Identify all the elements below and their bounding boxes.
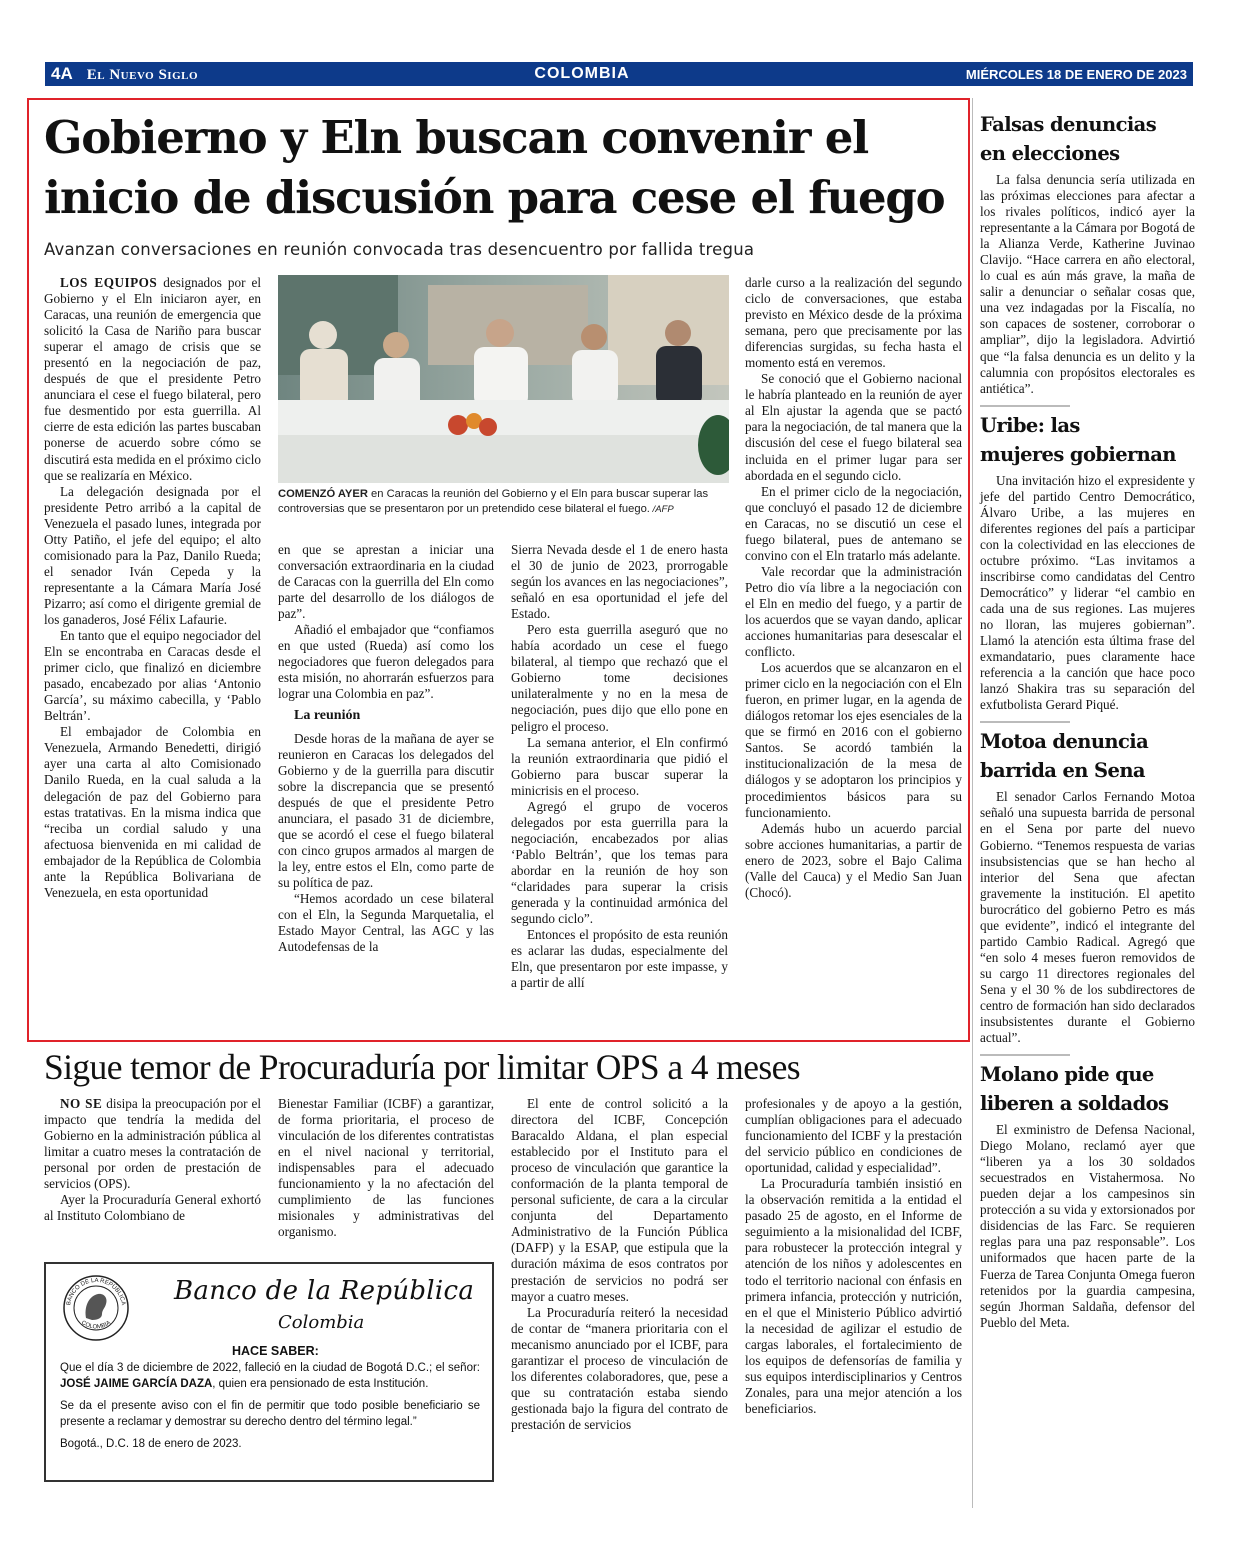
- main-column-2: [278, 542, 494, 955]
- paragraph: Desde horas de la mañana de ayer se reunieron en Caracas los delegados del Gobierno y de la guerrilla para discutir sobre la discrepancia que se presentó después de que el presidente Petro anunciara, el pasado 31 de diciembre, que se acordó el cese el fuego bilateral con cinco grupos armados al margen de la ley, entre estos el Eln, como parte de su política de paz.: [278, 730, 494, 890]
- sidebar-heading: Uribe: las mujeres gobiernan: [980, 413, 1176, 466]
- second-column-4: [745, 1096, 962, 1417]
- paragraph: Los acuerdos que se alcanzaron en el primer ciclo en la negociación con el Eln fueron, en primer lugar, en la agenda de diálogos retomar los ejes esenciales de la que se firmó en 2016 con el gobierno Santos. Se acordó también la institucionalización de la mesa de diálogos y se adoptaron los principios y procedimientos básicos para su funcionamiento.: [745, 660, 962, 820]
- column-divider: [972, 98, 973, 1508]
- caption-text: en Caracas la reunión del Gobierno y el Eln para buscar superar las controversias que se presentaron por un pretendido cese bilateral el fuego.: [278, 488, 709, 515]
- notice-paragraph: Se da el presente aviso con el fin de permitir que todo posible beneficiario se presente a reclamar y demostrar su derecho dentro del término legal.”: [60, 1400, 480, 1428]
- lead-in: NO SE: [60, 1096, 103, 1111]
- headline-line-1: Gobierno y Eln buscan convenir el: [44, 111, 869, 164]
- issue-date: MIÉRCOLES 18 DE ENERO DE 2023: [965, 66, 1187, 82]
- meeting-photo-illustration: [278, 275, 729, 483]
- paragraph: Se conoció que el Gobierno nacional le habría planteado en la reunión de ayer al Eln ajustar la agenda que se pactó para la negociación, de tal manera que la discusión del cese el fuego bilateral sea incluida en el primer lugar para ser abordada en el segundo ciclo.: [745, 371, 962, 483]
- sidebar-body: La falsa denuncia sería utilizada en las próximas elecciones para afectar a los rivales políticos, indicó ayer la representante a la Cámara por Bogotá de la Alianza Verde, Katherine Juvinao Clavijo. “Hace carrera en año electoral, lo cual es aún más grave, la maña de salir a denunciar o señalar cosas que, una vez indagadas por la Fiscalía, no son capaces de sostener, corroborar o ampliar”, dijo la legisladora. Advirtió que “la falsa denuncia es un delito y la calumnia con propósitos electorales es antiética”.: [980, 172, 1195, 396]
- bank-notice-ad: [44, 1262, 494, 1482]
- caption-lead: COMENZÓ AYER: [278, 488, 368, 500]
- hace-saber: HACE SABER:: [232, 1344, 319, 1358]
- paragraph: Además hubo un acuerdo parcial sobre acciones humanitarias, a partir de enero de 2023, sobre el Bajo Calima (Valle del Cauca) y el Medio San Juan (Chocó).: [745, 820, 962, 900]
- main-deck: Avanzan conversaciones en reunión convocada tras desencuentro por fallida tregua: [44, 240, 755, 259]
- page-header: [45, 62, 1193, 86]
- paragraph: La Procuraduría reiteró la necesidad de contar de “manera prioritaria con el mecanismo anunciado por el ICBF, para garantizar el proceso de vinculación de los diferentes colaboradores, que, pese a que su contratación estaba siendo gestionada bajo la figura del contrato de prestación de servicios: [511, 1304, 728, 1432]
- photo-credit: /AFP: [649, 503, 674, 515]
- second-column-1: [44, 1096, 261, 1224]
- paragraph: En el primer ciclo de la negociación, que concluyó el pasado 12 de diciembre en Caracas, no se discutió un cese el fuego bilateral, pues de antemano se convino con el Eln tratarlo más adelante.: [745, 483, 962, 563]
- paragraph: darle curso a la realización del segundo ciclo de conversaciones, que estaba previsto en México desde de la próxima semana, pero que precisamente por las diferencias surgidas, su fecha hasta el momento está en veremos.: [745, 275, 962, 371]
- masthead: El Nuevo Siglo: [86, 67, 199, 83]
- sidebar-heading: Motoa denuncia barrida en Sena: [980, 730, 1149, 783]
- subheading: La reunión: [294, 708, 361, 724]
- sidebar-heading: Molano pide que liberen a soldados: [980, 1063, 1169, 1116]
- notice-date: Bogotá., D.C. 18 de enero de 2023.: [60, 1438, 242, 1450]
- bank-country: Colombia: [278, 1312, 365, 1333]
- paragraph: El ente de control solicitó a la directora del ICBF, Concepción Baracaldo Aldana, el plan especial establecido por el Instituto para el proceso de vinculación que garantice la conformación de la planta temporal de personal suficiente, de cara a la circular conjunta del Departamento Administrativo de la Función Pública (DAFP) y la ESAP, que estipula que la duración máxima de esos contratos por prestación de servicios no podrá ser mayor a cuatro meses.: [511, 1096, 728, 1304]
- paragraph: Añadió el embajador que “confiamos en que usted (Rueda) así como los negociadores que fueron delegados para esta misión, no ahorrarán esfuerzos para lograr una Colombia en paz”.: [278, 622, 494, 702]
- paragraph: Ayer la Procuraduría General exhortó al Instituto Colombiano de: [44, 1192, 261, 1224]
- main-column-3: [511, 542, 728, 991]
- paragraph: La delegación designada por el presidente Petro arribó a la capital de Venezuela el pasado lunes, integrada por Otty Patiño, el jefe del equipo; el alto comisionado para la Paz, Danilo Rueda; el senador Iván Cepeda y la representante a la Cámara María José Pizarro; así como el dirigente gremial de los ganaderos, José Félix Lafaurie.: [44, 483, 261, 627]
- bank-name: Banco de la República: [174, 1276, 475, 1306]
- divider: [980, 405, 1070, 407]
- paragraph: Vale recordar que la administración Petro dio vía libre a la negociación con el Eln en medio del fuego, y a partir de los acuerdos que se vayan dando, aplicar acciones humanitarias para desescalar el conflicto.: [745, 563, 962, 660]
- paragraph: en que se aprestan a iniciar una conversación extraordinaria en la ciudad de Caracas con la guerrilla del Eln como parte del desarrollo de los diálogos de paz”.: [278, 542, 494, 622]
- sidebar-body: El exministro de Defensa Nacional, Diego Molano, reclamó ayer que “liberen ya a los 30 soldados secuestrados en Vistahermosa. No pueden dejar a los campesinos sin protección a su vida y extorsionados por disidencias de las Farc. Se requieren reglas para una paz responsable”. Los uniformados que hacen parte de la Fuerza de Tarea Conjunta Omega fueron retenidos por la guardia campesina, según Jhorman Saldaña, defensor del Pueblo del Meta.: [980, 1122, 1195, 1330]
- divider: [980, 721, 1070, 723]
- paragraph: Bienestar Familiar (ICBF) a garantizar, de forma prioritaria, el proceso de vinculación de los diferentes contratistas en el nivel nacional y territorial, indispensables para el adecuado funcionamiento y la no afectación del cumplimiento de las funciones misionales y administrativas del organismo.: [278, 1096, 494, 1240]
- paragraph: “Hemos acordado un cese bilateral con el Eln, la Segunda Marquetalia, el Estado Mayor Central, las AGC y las Autodefensas de la: [278, 890, 494, 955]
- paragraph: Agregó el grupo de voceros delegados por esta guerrilla para la negociación, encabezados por alias ‘Pablo Beltrán’, que los temas para abordar en la reunión de hoy son “claridades para superar la crisis generada y la continuidad armónica del segundo ciclo”.: [511, 798, 728, 927]
- bank-seal-icon: [62, 1274, 130, 1342]
- second-headline: Sigue temor de Procuraduría por limitar OPS a 4 meses: [44, 1047, 800, 1087]
- notice-text: Que el día 3 de diciembre de 2022, falleció en la ciudad de Bogotá D.C.; el señor: JOSÉ JAIME GARCÍA DAZA, quien era pensionado de esta Institución. Se da el presente aviso con el fin de permitir que todo posible beneficiario se presente a reclamar y demostrar su derecho dentro del término legal.” Bogotá., D.C. 18 de enero de 2023.: [60, 1362, 480, 1450]
- headline-line-2: inicio de discusión para cese el fuego: [44, 171, 945, 224]
- paragraph: designados por el Gobierno y el Eln iniciaron ayer, en Caracas, una reunión de emergencia que solicitó la Casa de Nariño para buscar superar el amago de crisis que se presentó en la negociación de paz, después de que el presidente Petro anunciara el cese el fuego bilateral, pero fue desmentido por esta guerrilla. Al cierre de esta edición las partes buscaban ponerse de acuerdo sobre cómo se discutirá esta medida en el próximo ciclo que se realizaría en México.: [44, 275, 262, 483]
- page-number: 4A: [51, 64, 73, 83]
- second-column-3: [511, 1096, 728, 1433]
- paragraph: Sierra Nevada desde el 1 de enero hasta el 30 de junio de 2023, prorrogable según los avances en las negociaciones”, señaló en esa oportunidad el jefe del Estado.: [511, 542, 728, 622]
- svg-text:BANCO DE LA REPÚBLICA: BANCO DE LA REPÚBLICA: [66, 1277, 126, 1306]
- photo-caption: [278, 487, 729, 517]
- sidebar-heading: Falsas denuncias en elecciones: [980, 113, 1157, 165]
- paragraph: profesionales y de apoyo a la gestión, cumplían obligaciones para el adecuado funcionamiento del ICBF y la prestación del servicio público en condiciones de oportunidad, calidad y especialidad”.: [745, 1096, 962, 1176]
- paragraph: La semana anterior, el Eln confirmó la reunión extraordinaria que pidió el Gobierno para buscar superar la minicrisis en el proceso.: [511, 734, 728, 798]
- paragraph: La Procuraduría también insistió en la observación remitida a la entidad el pasado 25 de agosto, en el Informe de seguimiento a la misionalidad del ICBF, para robustecer la protección integral y atención de los niños y adolescentes en todo el territorio nacional con énfasis en primera infancia, protección y nutrición, en el que el Ministerio Público advirtió la necesidad de agilizar el estudio de cargas laborales, el fortalecimiento de los equipos de defensorías de familia y sus equipos interdisciplinarios y Centros Zonales, para una mejor atención a los beneficiarios.: [745, 1176, 962, 1416]
- second-column-2: [278, 1096, 494, 1240]
- divider: [980, 1054, 1070, 1056]
- paragraph: En tanto que el equipo negociador del Eln se encontraba en Caracas desde el primer ciclo, que finalizó en diciembre pasado, encabezado por alias ‘Antonio García’, su máximo cabecilla, y ‘Pablo Beltrán’.: [44, 628, 261, 724]
- main-column-4: [745, 275, 962, 901]
- svg-text:COLOMBIA: COLOMBIA: [80, 1320, 112, 1331]
- section-title: COLOMBIA: [534, 65, 630, 82]
- lead-in: LOS EQUIPOS: [60, 275, 158, 290]
- news-photo: [278, 275, 729, 483]
- main-column-1: [44, 275, 261, 901]
- paragraph: disipa la preocupación por el impacto que tendría la medida del Gobierno en la administración pública al limitar a cuatro meses la contratación de personal por orden de prestación de servicios (OPS).: [44, 1096, 261, 1192]
- paragraph: El embajador de Colombia en Venezuela, Armando Benedetti, dirigió ayer una carta al alto Comisionado Danilo Rueda, en la cual saluda a la delegación de paz del Gobierno para estas tratativas. En la misma indica que “reciba un cordial saludo y una afectuosa bienvenida en mi calidad de embajador de la República de Colombia ante la República Bolivariana de Venezuela, en esta oportunidad: [44, 724, 261, 900]
- deceased-name: JOSÉ JAIME GARCÍA DAZA: [60, 1378, 213, 1390]
- sidebar-body: El senador Carlos Fernando Motoa señaló una supuesta barrida de personal en el Sena por parte del nuevo Gobierno. “Tenemos respuesta de varias insubsistencias que se han hecho al interior del Sena que afectan gravemente la institución. El apetito burocrático del gobierno Petro es más que evidente”, indicó el integrante del partido Cambio Radical. Agregó que “en solo 4 meses fueron removidos de su cargo 11 directores regionales del Sena y el 30 % de los subdirectores de centro de formación han sido declarados insubsistentes durante el Gobierno actual”.: [980, 789, 1195, 1046]
- sidebar-body: Una invitación hizo el expresidente y jefe del partido Centro Democrático, Álvaro Uribe, a las mujeres en diferentes regiones del país a participar con la colectividad en las elecciones de octubre próximo. “Las invitamos a inscribirse como candidatas del Centro Democrático” y liderar “el cambio en cada una de sus regiones. Las mujeres no lloran, las mujeres gobiernan”. Llamó la atención esta última frase del exmandatario, pues claramente hace referencia a la canción que hace poco lanzó Shakira tras su separación del exfutbolista Gerard Piqué.: [980, 472, 1195, 713]
- sidebar: [980, 110, 1195, 1331]
- main-headline: [44, 108, 959, 228]
- paragraph: Pero esta guerrilla aseguró que no había acordado un cese el fuego bilateral, al tiempo que rechazó que el Gobierno tome decisiones unilateralmente y no en la mesa de negociación, pues dijo que ello pone en peligro el proceso.: [511, 622, 728, 734]
- paragraph: Entonces el propósito de esta reunión es aclarar las dudas, especialmente del Eln, que presentaron por este impasse, y a partir de allí: [511, 927, 728, 991]
